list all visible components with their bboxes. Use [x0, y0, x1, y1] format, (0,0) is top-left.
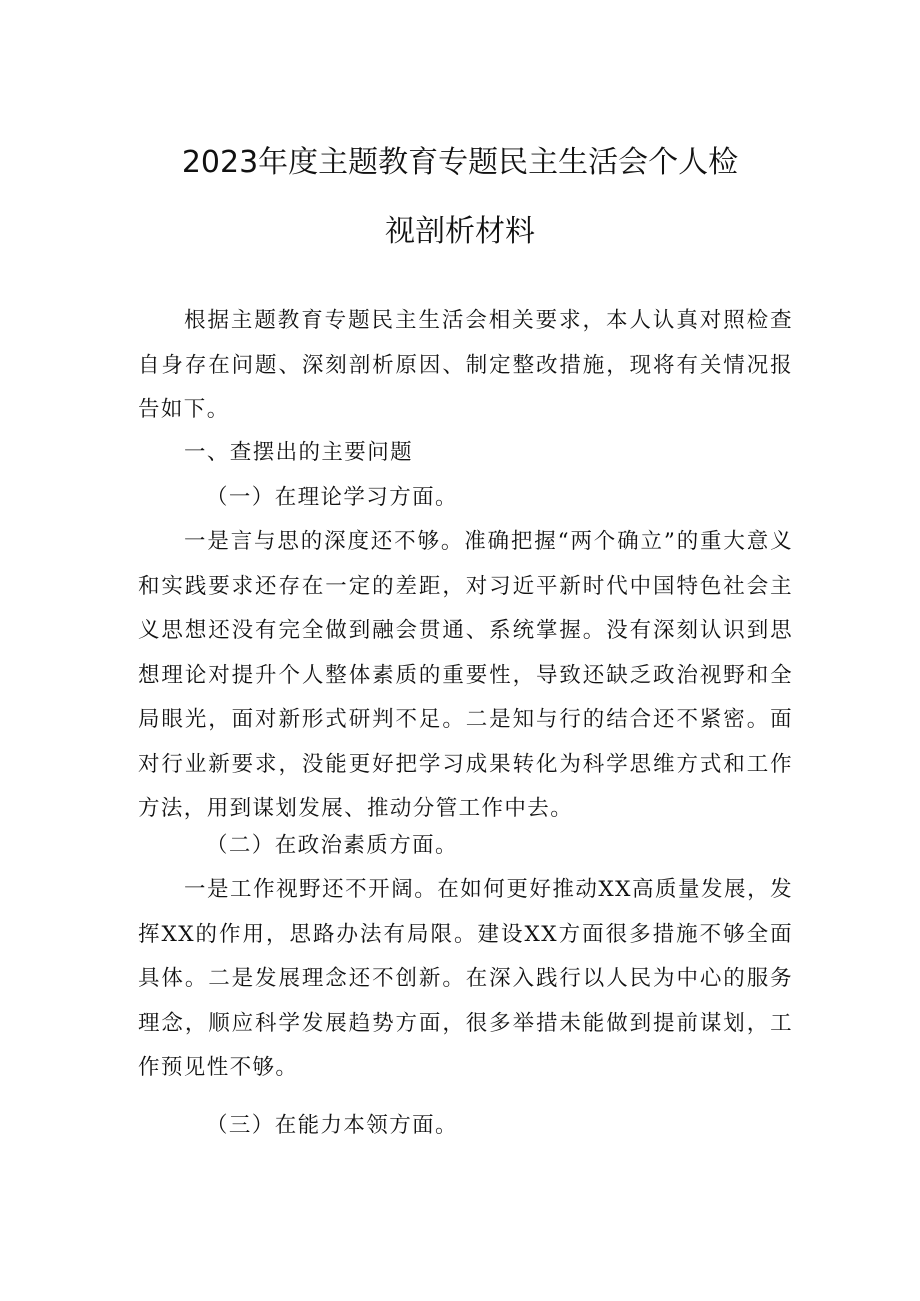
section-heading-problems: 一、查摆出的主要问题 [184, 440, 414, 465]
subsection-heading-politics: （二）在政治素质方面。 [206, 833, 458, 858]
intro-paragraph: 根据主题教育专题民主生活会相关要求，本人认真对照检查自身存在问题、深刻剖析原因、制定整改措施，现将有关情况报告如下。 [138, 308, 793, 422]
subsection-heading-ability: （三）在能力本领方面。 [206, 1113, 458, 1138]
document-title-line-2: 视剖析材料 [385, 214, 535, 249]
politics-paragraph: 一是工作视野还不开阔。在如何更好推动XX高质量发展，发挥XX的作用，思路办法有局限。建设XX方面很多措施不够全面具体。二是发展理念还不创新。在深入践行以人民为中心的服务理念，顺应科学发展趋势方面，很多举措未能做到提前谋划，工作预见性不够。 [138, 877, 793, 1080]
theory-paragraph: 一是言与思的深度还不够。准确把握“两个确立”的重大意义和实践要求还存在一定的差距，对习近平新时代中国特色社会主义思想还没有完全做到融会贯通、系统掌握。没有深刻认识到思想理论对提升个人整体素质的重要性，导致还缺乏政治视野和全局眼光，面对新形式研判不足。二是知与行的结合还不紧密。面对行业新要求，没能更好把学习成果转化为科学思维方式和工作方法，用到谋划发展、推动分管工作中去。 [138, 529, 793, 821]
subsection-heading-theory: （一）在理论学习方面。 [206, 485, 458, 510]
document-title-line-1: 2023年度主题教育专题民主生活会个人检 [181, 145, 739, 180]
